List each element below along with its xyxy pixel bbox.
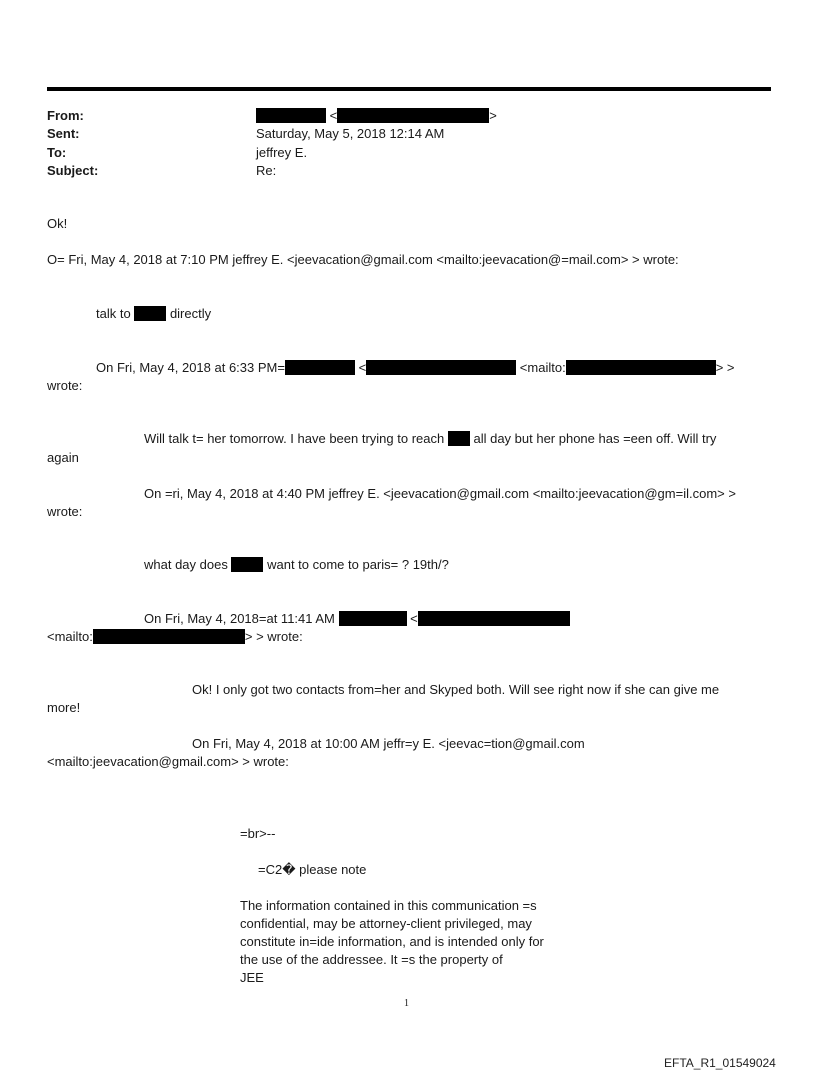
reply-header-5: On Fri, May 4, 2018 at 10:00 AM jeffr=y E. <jeevac=tion@gmail.com <box>192 736 585 751</box>
redaction-box <box>134 306 166 321</box>
redaction-box <box>285 360 355 375</box>
subject-value: Re: <box>256 163 277 178</box>
redaction-box <box>366 360 516 375</box>
confidential-line-4: the use of the addressee. It =s the property of <box>240 952 503 967</box>
from-value <box>256 108 497 124</box>
to-value: jeffrey E. <box>256 145 308 160</box>
sent-label: Sent: <box>47 126 80 141</box>
reply-header-2-wrote: wrote: <box>47 378 83 393</box>
confidential-line-3: constitute in=ide information, and is intended only for <box>240 934 544 949</box>
reply-header-1: O= Fri, May 4, 2018 at 7:10 PM jeffrey E. <jeevacation@gmail.com <mailto:jeevacation@=mail.com> > wrote: <box>47 252 679 267</box>
body-ok: Ok! <box>47 216 68 231</box>
redaction-box <box>93 629 245 644</box>
redaction-box <box>339 611 407 626</box>
from-label: From: <box>47 108 84 123</box>
redaction-box <box>566 360 716 375</box>
from-close-bracket: > <box>489 108 497 123</box>
reply-header-2: On Fri, May 4, 2018 at 6:33 PM= < <mailto: > > <box>96 360 735 375</box>
subject-label: Subject: <box>47 163 99 178</box>
please-note: =C2� please note <box>258 862 367 877</box>
sent-value: Saturday, May 5, 2018 12:14 AM <box>256 126 445 141</box>
reply-header-4-mailto: <mailto: > > wrote: <box>47 629 303 644</box>
from-open-bracket: < <box>329 108 338 123</box>
will-talk-line-cont: again <box>47 450 79 465</box>
confidential-line-2: confidential, may be attorney-client privileged, may <box>240 916 532 931</box>
what-day-line: what day does want to come to paris= ? 19th/? <box>144 557 449 572</box>
signature-br: =br>-- <box>240 826 276 841</box>
ok-only-line-cont: more! <box>47 700 81 715</box>
redaction-box <box>256 108 326 123</box>
confidential-line-1: The information contained in this communication =s <box>240 898 537 913</box>
redaction-box <box>448 431 470 446</box>
reply-header-4: On Fri, May 4, 2018=at 11:41 AM < <box>144 611 570 627</box>
reply-header-3: On =ri, May 4, 2018 at 4:40 PM jeffrey E. <jeevacation@gmail.com <mailto:jeevacation@gm=il.com> > <box>144 486 736 501</box>
ok-only-line: Ok! I only got two contacts from=her and Skyped both. Will see right now if she can give me <box>192 682 720 697</box>
to-label: To: <box>47 145 67 160</box>
header-rule <box>47 87 771 91</box>
reply-header-5-mailto: <mailto:jeevacation@gmail.com> > wrote: <box>47 754 289 769</box>
redaction-box <box>231 557 263 572</box>
redaction-box <box>418 611 570 626</box>
talk-line: talk to directly <box>96 306 212 321</box>
redaction-box <box>337 108 489 123</box>
will-talk-line: Will talk t= her tomorrow. I have been trying to reach all day but her phone has =een off. Will try <box>144 431 717 446</box>
page-number: 1 <box>404 998 409 1009</box>
document-id: EFTA_R1_01549024 <box>664 1056 776 1070</box>
confidential-line-5: JEE <box>240 970 264 985</box>
reply-header-3-wrote: wrote: <box>47 504 83 519</box>
